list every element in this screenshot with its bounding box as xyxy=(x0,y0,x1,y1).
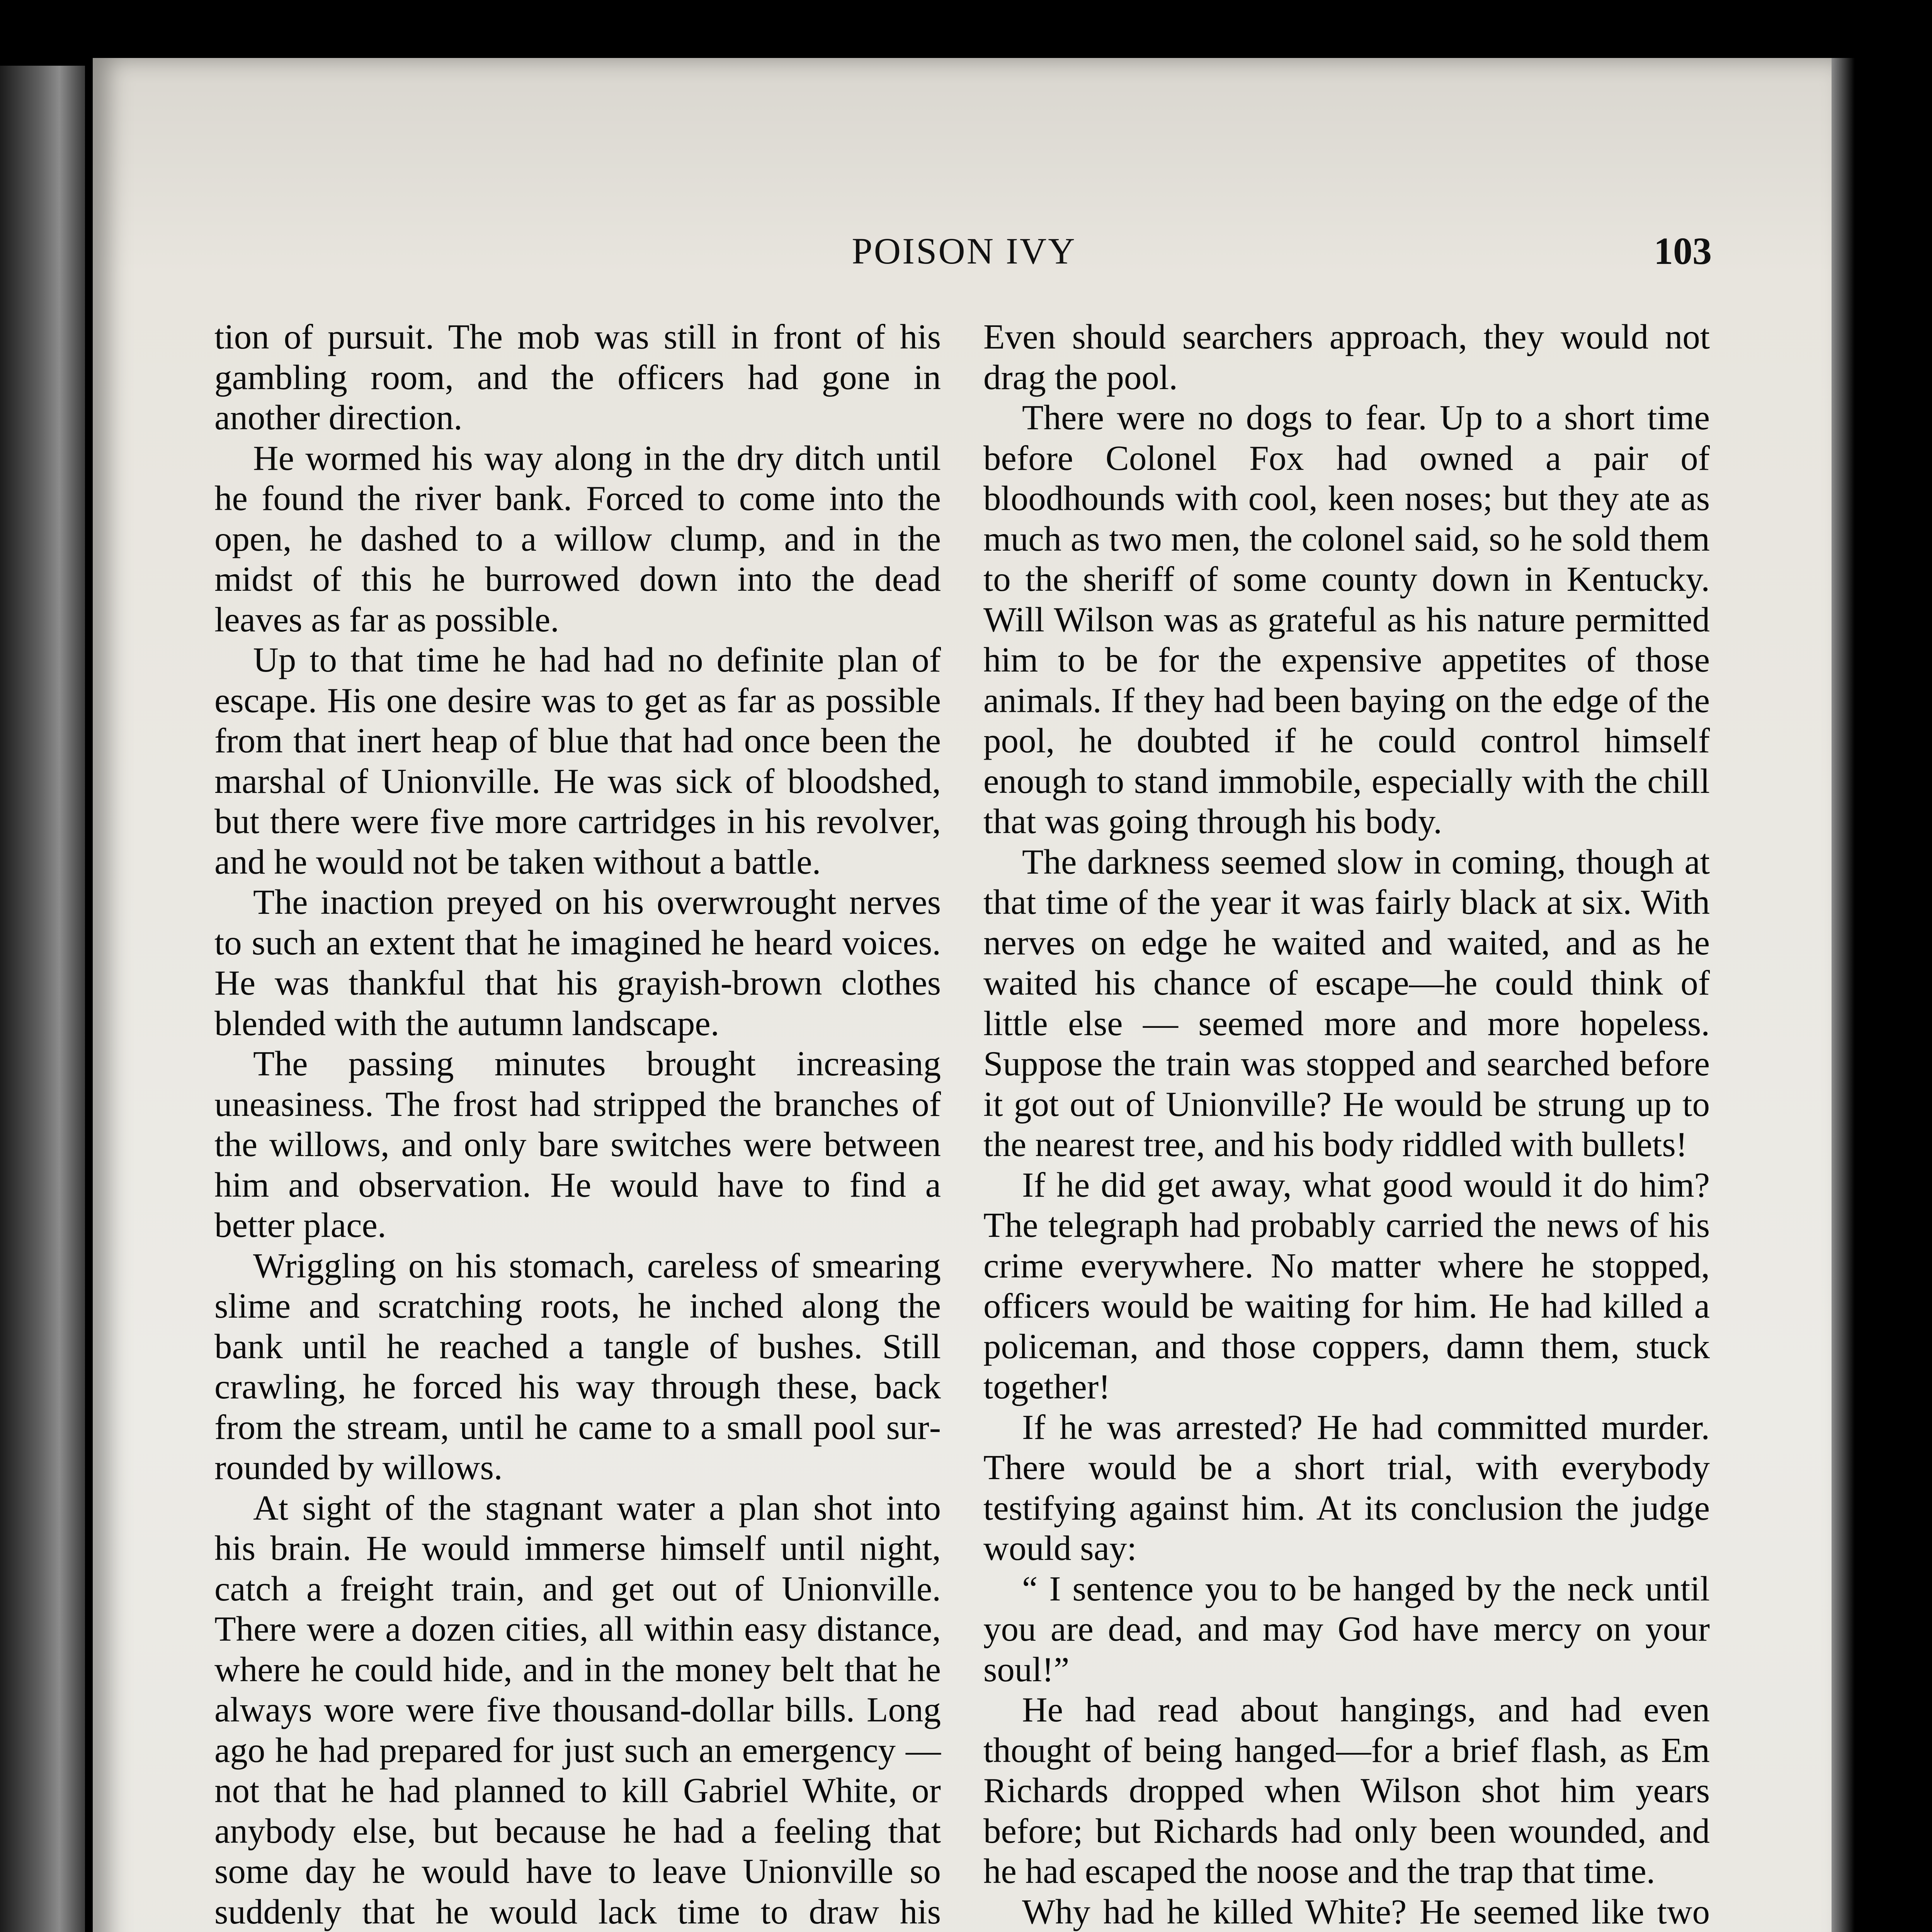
paragraph: The passing minutes brought increasing uneasiness. The frost had stripped the branches of the willows, and only bare switches were between him and observation. He would have to find a better place. xyxy=(214,1044,941,1245)
paragraph: If he did get away, what good would it do him? The telegraph had probably carried the news of his crime everywhere. No matter where he stopped, officers would be waiting for him. He had killed a policeman, and those coppers, damn them, stuck together! xyxy=(983,1165,1710,1406)
running-head: POISON IVY xyxy=(852,230,1077,272)
paragraph: There were no dogs to fear. Up to a short time before Colonel Fox had owned a pair of bloodhounds with cool, keen noses; but they ate as much as two men, the colonel said, so he sold them to the sheriff of some county down in Kentucky. Will Wilson was as grateful as his nature permitted him to be for the expensive appetites of those animals. If they had been baying on the edge of the pool, he doubted if he could control himself enough to stand immobile, especially with the chill that was going through his body. xyxy=(983,398,1710,841)
paragraph: The darkness seemed slow in coming, though at that time of the year it was fairly black at six. With nerves on edge he waited and waited, and as he waited his chance of escape—he could think of little else — seemed more and more hopeless. Suppose the train was stopped and searched before it got out of Unionville? He would be strung up to the nearest tree, and his body riddled with bullets! xyxy=(983,842,1710,1164)
paragraph: Why had he killed White? He seemed like two xyxy=(1022,1892,1710,1931)
paragraph: Up to that time he had had no definite plan of escape. His one desire was to get as far as possible from that inert heap of blue that had once been the marshal of Unionville. He was sick of bloodshed, but there were five more cartridges in his revolver, and he would not be taken without a battle. xyxy=(214,640,941,881)
left-column xyxy=(214,317,941,1932)
page-number: 103 xyxy=(1654,230,1712,272)
paragraph: The inaction preyed on his overwrought nerves to such an extent that he imagined he heard voices. He was thankful that his grayish-brown clothes blended with the autumn landscape. xyxy=(214,883,941,1043)
paragraph: At sight of the stagnant water a plan shot into his brain. He would immerse himself until night, catch a freight train, and get out of Unionville. There were a dozen cities, all within easy distance, where he could hide, and in the money belt that he always wore were five thousand-dollar bills. Long ago he had prepared for just such an emergency — not that he had planned to kill Gabriel White, or anybody else, but because he had a feeling that some day he would have to leave Unionville so suddenly that he would lack time to draw his xyxy=(214,1488,941,1931)
page-edge-shadow xyxy=(1832,58,1855,1932)
page-header xyxy=(216,228,1712,282)
facing-page-edge xyxy=(0,66,85,1932)
paragraph: He had read about hangings, and had even thought of being hanged—for a brief flash, as Em Richards dropped when Wilson shot him years before; but Richards had only been wounded, and he had escaped the noose and the trap that time. xyxy=(983,1690,1710,1891)
right-column xyxy=(983,317,1710,1932)
paragraph: Wriggling on his stomach, careless of smearing slime and scratching roots, he inched along the bank until he reached a tangle of bushes. Still crawling, he forced his way through these, back from the stream, until he came to a small pool surrounded by willows. xyxy=(214,1246,941,1487)
paragraph: If he was arrested? He had committed murder. There would be a short trial, with everybody testifying against him. At its conclusion the judge would say: xyxy=(983,1407,1710,1568)
paragraph: Even should searchers approach, they would not drag the pool. xyxy=(983,317,1710,397)
paragraph: He wormed his way along in the dry ditch until he found the river bank. Forced to come into the open, he dashed to a willow clump, and in the midst of this he burrowed down into the dead leaves as far as possible. xyxy=(214,438,941,639)
paragraph: “ I sentence you to be hanged by the neck until you are dead, and may God have mercy on your soul!” xyxy=(983,1569,1710,1689)
paragraph: tion of pursuit. The mob was still in front of his gambling room, and the officers had gone in another direction. xyxy=(214,317,941,437)
